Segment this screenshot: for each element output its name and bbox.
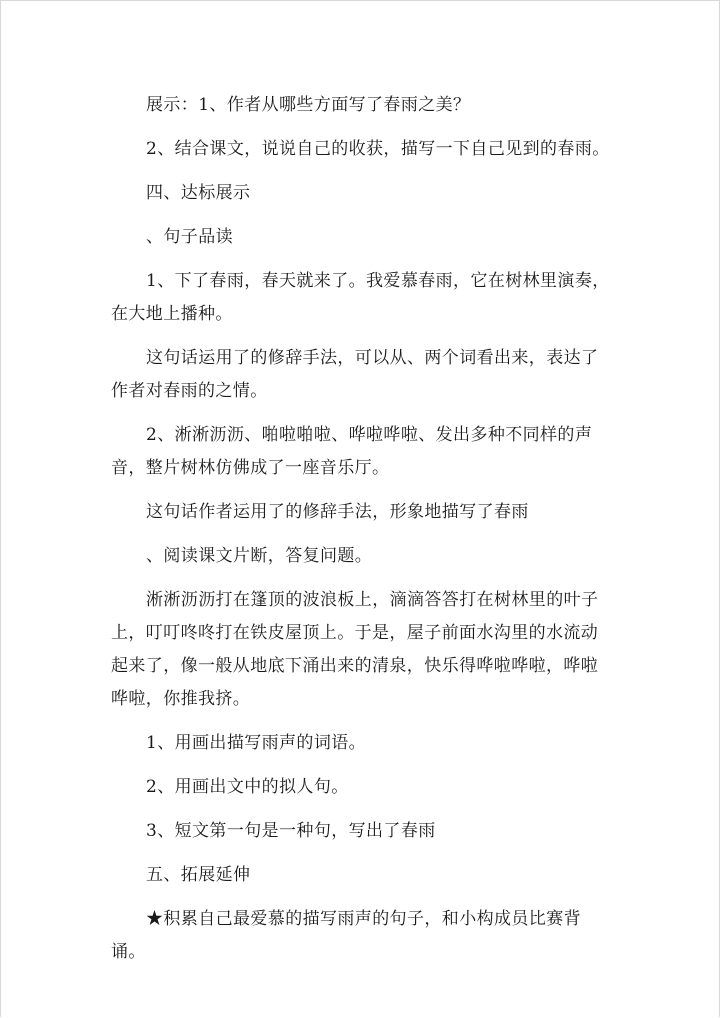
paragraph-showcase-question-2: 2、结合课文，说说自己的收获，描写一下自己见到的春雨。 xyxy=(146,139,610,159)
paragraph-task-1: 1、用画出描写雨声的词语。 xyxy=(146,733,367,753)
section-heading-extension: 五、拓展延伸 xyxy=(146,865,251,885)
paragraph-task-2: 2、用画出文中的拟人句。 xyxy=(146,777,349,797)
paragraph-sentence-2: 2、淅淅沥沥、啪啦啪啦、哗啦哗啦、发出多种不同样的声音，整片树林仿佛成了一座音乐厅。 xyxy=(111,425,593,478)
paragraph-sentence-1-question: 这句话运用了的修辞手法，可以从、两个词看出来，表达了作者对春雨的之情。 xyxy=(111,348,599,401)
paragraph-task-3: 3、短文第一句是一种句，写出了春雨 xyxy=(146,821,436,841)
subheading-sentence-reading: 、句子品读 xyxy=(146,227,233,247)
paragraph-showcase-question-1: 展示：1、作者从哪些方面写了春雨之美？ xyxy=(146,95,471,115)
document-body xyxy=(111,89,613,969)
section-heading-assessment: 四、达标展示 xyxy=(146,183,251,203)
paragraph-extension-task: ★积累自己最爱慕的描写雨声的句子，和小构成员比赛背诵。 xyxy=(111,909,581,962)
subheading-reading-passage: 、阅读课文片断，答复问题。 xyxy=(146,546,373,566)
paragraph-passage: 淅淅沥沥打在篷顶的波浪板上，滴滴答答打在树林里的叶子上，叮叮咚咚打在铁皮屋顶上。于是，屋子前面水沟里的水流动起来了，像一般从地底下涌出来的清泉，快乐得哗啦哗啦，哗啦哗啦，你推我挤。 xyxy=(111,590,599,709)
paragraph-sentence-1: 1、下了春雨，春天就来了。我爱慕春雨，它在树林里演奏，在大地上播种。 xyxy=(111,271,610,324)
paragraph-sentence-2-question: 这句话作者运用了的修辞手法，形象地描写了春雨 xyxy=(146,502,529,522)
